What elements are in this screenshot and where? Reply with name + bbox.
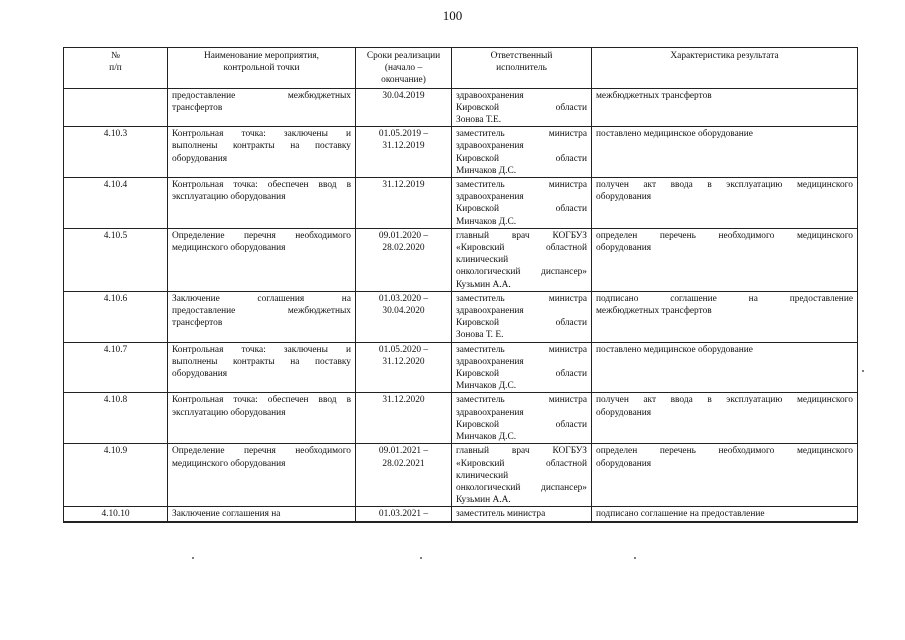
cell-text-line: оборудования bbox=[596, 407, 652, 418]
cell-text-line: заместитель министра bbox=[456, 344, 587, 355]
cell-text-line: Определение перечня необходимого bbox=[172, 230, 351, 241]
cell-name bbox=[168, 393, 356, 444]
cell-text-line: Зонова Т.Е. bbox=[456, 115, 502, 126]
table-row bbox=[64, 291, 858, 342]
cell-responsible bbox=[452, 507, 592, 522]
cell-dates bbox=[356, 178, 452, 229]
cell-text-line: Ответственный bbox=[490, 51, 553, 61]
cell-responsible bbox=[452, 178, 592, 229]
cell-text-line: Минчаков Д.С. bbox=[456, 432, 517, 443]
cell-text-line: определен перечень необходимого медицинского bbox=[596, 230, 853, 241]
cell-result bbox=[592, 178, 858, 229]
cell-name bbox=[168, 444, 356, 507]
cell-text-line: 01.05.2020 – bbox=[378, 344, 429, 355]
cell-responsible bbox=[452, 393, 592, 444]
cell-text-line: эксплуатацию оборудования bbox=[172, 192, 286, 203]
cell-num: 4.10.3 bbox=[64, 127, 168, 178]
cell-text-line: Минчаков Д.С. bbox=[456, 165, 517, 176]
table-row bbox=[64, 393, 858, 444]
cell-text-line: Определение перечня необходимого bbox=[172, 446, 351, 457]
cell-text-line: 31.12.2020 bbox=[382, 395, 425, 406]
cell-result bbox=[592, 88, 858, 127]
cell-dates bbox=[356, 393, 452, 444]
cell-text-line: Кировской области bbox=[456, 419, 587, 430]
cell-text-line: Кузьмин А.А. bbox=[456, 279, 511, 290]
cell-num: 4.10.10 bbox=[64, 507, 168, 522]
cell-dates bbox=[356, 444, 452, 507]
cell-responsible bbox=[452, 444, 592, 507]
cell-text-line: Кировской области bbox=[456, 369, 587, 380]
cell-text-line: онкологический диспансер» bbox=[456, 267, 587, 278]
header-result bbox=[592, 48, 858, 89]
header-dates bbox=[356, 48, 452, 89]
table-row bbox=[64, 444, 858, 507]
cell-text-line: исполнитель bbox=[496, 63, 547, 74]
header-num bbox=[64, 48, 168, 89]
cell-text-line: трансфертов bbox=[172, 102, 223, 113]
cell-text-line: 31.12.2019 bbox=[382, 180, 425, 191]
cell-text-line: 30.04.2020 bbox=[382, 306, 425, 317]
cell-text-line: Сроки реализации bbox=[366, 51, 441, 61]
cell-text-line: главный врач КОГБУЗ bbox=[456, 230, 587, 241]
cell-text-line: подписано соглашение на предоставление bbox=[596, 509, 765, 520]
cell-text-line: клинический bbox=[456, 470, 509, 481]
cell-result bbox=[592, 444, 858, 507]
cell-responsible bbox=[452, 88, 592, 127]
cell-dates bbox=[356, 228, 452, 291]
cell-text-line: определен перечень необходимого медицинского bbox=[596, 446, 853, 457]
cell-text-line: заместитель министра bbox=[456, 180, 587, 191]
cell-dates bbox=[356, 342, 452, 393]
cell-text-line: Кузьмин А.А. bbox=[456, 495, 511, 506]
cell-name bbox=[168, 342, 356, 393]
cell-text-line: 31.12.2019 bbox=[382, 141, 425, 152]
cell-text-line: Минчаков Д.С. bbox=[456, 216, 517, 227]
cell-text-line: контрольной точки bbox=[223, 63, 300, 74]
cell-name bbox=[168, 507, 356, 522]
cell-text-line: получен акт ввода в эксплуатацию медицинского bbox=[596, 180, 853, 191]
table-row bbox=[64, 127, 858, 178]
cell-dates bbox=[356, 291, 452, 342]
cell-text-line: здравоохранения bbox=[456, 192, 524, 203]
cell-text-line: поставлено медицинское оборудование bbox=[596, 129, 753, 140]
cell-text-line: 01.05.2019 – bbox=[378, 129, 429, 140]
cell-text-line: 30.04.2019 bbox=[382, 90, 425, 101]
table-row bbox=[64, 507, 858, 522]
cell-text-line: оборудования bbox=[596, 192, 652, 203]
cell-responsible bbox=[452, 291, 592, 342]
events-table bbox=[63, 47, 858, 523]
cell-text-line: Контрольная точка: обеспечен ввод в bbox=[172, 395, 351, 406]
scan-speck bbox=[192, 557, 194, 559]
cell-text-line: медицинского оборудования bbox=[172, 243, 286, 254]
cell-num: 4.10.4 bbox=[64, 178, 168, 229]
cell-result bbox=[592, 228, 858, 291]
cell-num: 4.10.9 bbox=[64, 444, 168, 507]
cell-text-line: Заключение соглашения на bbox=[172, 293, 351, 304]
cell-text-line: «Кировский областной bbox=[456, 458, 587, 469]
cell-text-line: Кировской области bbox=[456, 153, 587, 164]
cell-text-line: 01.03.2020 – bbox=[378, 293, 429, 304]
cell-text-line: подписано соглашение на предоставление bbox=[596, 293, 853, 304]
cell-name bbox=[168, 178, 356, 229]
cell-text-line: главный врач КОГБУЗ bbox=[456, 446, 587, 457]
cell-num: 4.10.8 bbox=[64, 393, 168, 444]
cell-text-line: (начало – bbox=[384, 63, 423, 74]
cell-result bbox=[592, 507, 858, 522]
cell-text-line: заместитель министра bbox=[456, 509, 546, 520]
cell-result bbox=[592, 393, 858, 444]
cell-text-line: предоставление межбюджетных bbox=[172, 306, 351, 317]
cell-text-line: Заключение соглашения на bbox=[172, 509, 281, 520]
cell-name bbox=[168, 88, 356, 127]
cell-result bbox=[592, 342, 858, 393]
cell-text-line: Кировской области bbox=[456, 318, 587, 329]
cell-responsible bbox=[452, 127, 592, 178]
cell-text-line: предоставление межбюджетных bbox=[172, 90, 351, 101]
cell-text-line: 28.02.2021 bbox=[382, 458, 425, 469]
cell-text-line: межбюджетных трансфертов bbox=[596, 306, 712, 317]
scan-speck bbox=[420, 557, 422, 559]
cell-text-line: 28.02.2020 bbox=[382, 243, 425, 254]
cell-text-line: 31.12.2020 bbox=[382, 356, 425, 367]
header-responsible bbox=[452, 48, 592, 89]
cell-text-line: п/п bbox=[109, 63, 122, 74]
table-row bbox=[64, 88, 858, 127]
cell-text-line: оборудования bbox=[596, 243, 652, 254]
cell-text-line: межбюджетных трансфертов bbox=[596, 90, 712, 101]
cell-text-line: выполнены контракты на поставку bbox=[172, 141, 351, 152]
cell-text-line: оборудования bbox=[172, 369, 228, 380]
page-number: 100 bbox=[442, 8, 463, 23]
cell-text-line: онкологический диспансер» bbox=[456, 482, 587, 493]
cell-text-line: оборудования bbox=[172, 153, 228, 164]
cell-responsible bbox=[452, 228, 592, 291]
table-body bbox=[64, 88, 858, 521]
cell-num bbox=[64, 88, 168, 127]
table-header-row bbox=[64, 48, 858, 89]
scan-speck bbox=[634, 557, 636, 559]
cell-text-line: Минчаков Д.С. bbox=[456, 381, 517, 392]
cell-dates bbox=[356, 127, 452, 178]
cell-text-line: «Кировский областной bbox=[456, 243, 587, 254]
cell-text-line: окончание) bbox=[381, 75, 426, 86]
cell-text-line: Контрольная точка: заключены и bbox=[172, 129, 351, 140]
cell-num: 4.10.7 bbox=[64, 342, 168, 393]
cell-text-line: здравоохранения bbox=[456, 141, 524, 152]
cell-text-line: медицинского оборудования bbox=[172, 458, 286, 469]
cell-text-line: Кировской области bbox=[456, 204, 587, 215]
cell-text-line: 09.01.2021 – bbox=[378, 446, 429, 457]
header-name bbox=[168, 48, 356, 89]
cell-name bbox=[168, 127, 356, 178]
cell-text-line: № bbox=[111, 51, 120, 61]
cell-text-line: Наименование мероприятия, bbox=[203, 51, 320, 61]
cell-num: 4.10.5 bbox=[64, 228, 168, 291]
cell-text-line: 01.03.2021 – bbox=[378, 509, 429, 520]
cell-text-line: здравоохранения bbox=[456, 90, 524, 101]
cell-name bbox=[168, 291, 356, 342]
cell-text-line: Кировской области bbox=[456, 102, 587, 113]
cell-result bbox=[592, 127, 858, 178]
cell-text-line: Зонова Т. Е. bbox=[456, 330, 504, 341]
cell-text-line: здравоохранения bbox=[456, 356, 524, 367]
cell-text-line: эксплуатацию оборудования bbox=[172, 407, 286, 418]
cell-text-line: Контрольная точка: заключены и bbox=[172, 344, 351, 355]
table-row bbox=[64, 342, 858, 393]
cell-dates bbox=[356, 88, 452, 127]
cell-dates bbox=[356, 507, 452, 522]
cell-text-line: заместитель министра bbox=[456, 293, 587, 304]
table-row bbox=[64, 228, 858, 291]
cell-name bbox=[168, 228, 356, 291]
cell-text-line: Контрольная точка: обеспечен ввод в bbox=[172, 180, 351, 191]
cell-text-line: трансфертов bbox=[172, 318, 223, 329]
cell-text-line: клинический bbox=[456, 255, 509, 266]
cell-text-line: получен акт ввода в эксплуатацию медицинского bbox=[596, 395, 853, 406]
cell-text-line: здравоохранения bbox=[456, 306, 524, 317]
cell-text-line: Характеристика результата bbox=[670, 51, 779, 61]
cell-text-line: поставлено медицинское оборудование bbox=[596, 344, 753, 355]
cell-text-line: оборудования bbox=[596, 458, 652, 469]
cell-text-line: здравоохранения bbox=[456, 407, 524, 418]
cell-result bbox=[592, 291, 858, 342]
cell-text-line: 09.01.2020 – bbox=[378, 230, 429, 241]
cell-text-line: заместитель министра bbox=[456, 129, 587, 140]
cell-text-line: выполнены контракты на поставку bbox=[172, 356, 351, 367]
cell-responsible bbox=[452, 342, 592, 393]
scan-speck bbox=[862, 370, 864, 372]
cell-num: 4.10.6 bbox=[64, 291, 168, 342]
table-row bbox=[64, 178, 858, 229]
cell-text-line: заместитель министра bbox=[456, 395, 587, 406]
